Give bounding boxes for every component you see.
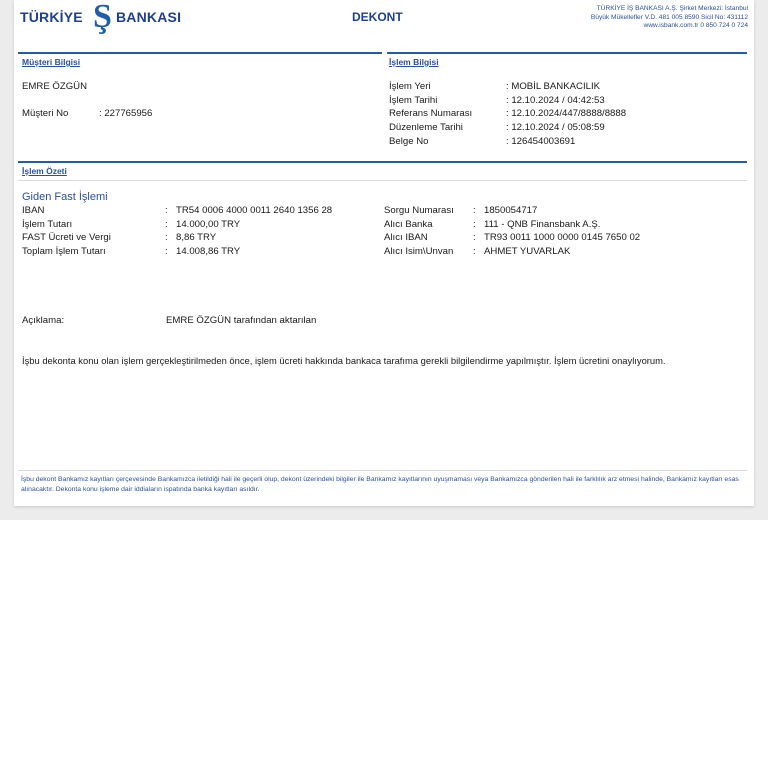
- bank-info: [591, 5, 748, 31]
- summary-value: 8,86 TRY: [176, 232, 217, 243]
- info-value: : 12.10.2024 / 05:08:59: [506, 122, 605, 133]
- summary-label: İşlem Tutarı: [22, 219, 73, 230]
- info-value: : 12.10.2024/447/8888/8888: [506, 108, 627, 119]
- customer-section-rule: [18, 52, 382, 54]
- summary-label: IBAN: [22, 205, 45, 216]
- customer-number-value: : 227765956: [99, 108, 153, 119]
- customer-name: EMRE ÖZGÜN: [22, 81, 88, 92]
- transaction-section-rule: [387, 52, 747, 54]
- info-value: : 126454003691: [506, 136, 576, 147]
- summary-value: 1850054717: [484, 205, 538, 216]
- document-title: DEKONT: [352, 10, 403, 24]
- description-value: EMRE ÖZGÜN tarafından aktarılan: [166, 315, 317, 326]
- summary-label: Alıcı Banka: [384, 219, 433, 230]
- summary-value: TR54 0006 4000 0011 2640 1356 28: [176, 205, 333, 216]
- info-label: Referans Numarası: [389, 108, 473, 119]
- summary-value: TR93 0011 1000 0000 0145 7650 02: [484, 232, 641, 243]
- summary-colon: :: [473, 246, 476, 257]
- description-label: Açıklama:: [22, 315, 65, 326]
- bank-info-line: Büyük Mükellefler V.D. 481 005 8590 Sicil No: 431112: [590, 13, 748, 21]
- logo-text-right: BANKASI: [116, 9, 182, 25]
- summary-colon: :: [165, 246, 168, 257]
- summary-section-rule: [18, 161, 747, 163]
- customer-section-title: Müşteri Bilgisi: [22, 57, 81, 67]
- legal-footer: İşbu dekont Bankamız kayıtları çerçevesinde Bankamızca iletildiği hali ile geçerli olup, dekont üzerindeki bilgiler ile Bankamız kayıtlarının uyuşmaması veya Bankamızca gönderilen hali ile farklılık arz etmesi halinde, Bankamız kayıtları esas alınacaktır. Dekonta konu işleme dair iddiaların ispatında banka kayıtları asıldır.: [21, 476, 739, 493]
- logo-text-left: TÜRKİYE: [20, 9, 83, 25]
- info-label: İşlem Yeri: [389, 81, 431, 92]
- summary-label: Alıcı IBAN: [384, 232, 428, 243]
- footer-divider: [18, 470, 747, 471]
- summary-divider: [18, 180, 747, 181]
- summary-label: Alıcı Isim\Unvan: [384, 246, 454, 257]
- info-label: Belge No: [389, 136, 429, 147]
- summary-label: Toplam İşlem Tutarı: [22, 246, 106, 257]
- info-value: : MOBİL BANKACILIK: [506, 81, 601, 92]
- info-label: İşlem Tarihi: [389, 95, 438, 106]
- summary-value: AHMET YUVARLAK: [484, 246, 571, 257]
- summary-colon: :: [165, 232, 168, 243]
- bank-logo-icon: Ş: [93, 0, 112, 35]
- info-value: : 12.10.2024 / 04:42:53: [506, 95, 605, 106]
- summary-section-title: İşlem Özeti: [22, 166, 67, 176]
- summary-value: 111 - QNB Finansbank A.Ş.: [484, 219, 601, 230]
- info-label: Düzenleme Tarihi: [389, 122, 463, 133]
- summary-colon: :: [165, 205, 168, 216]
- summary-colon: :: [473, 219, 476, 230]
- blank-area: [0, 520, 768, 768]
- summary-value: 14.008,86 TRY: [176, 246, 241, 257]
- customer-number-label: Müşteri No: [22, 108, 69, 119]
- summary-label: Sorgu Numarası: [384, 205, 454, 216]
- consent-text: İşbu dekonta konu olan işlem gerçekleştirilmeden önce, işlem ücreti hakkında bankaca tarafıma gerekli bilgilendirme yapılmıştır. İşlem ücretini onaylıyorum.: [22, 355, 666, 366]
- summary-colon: :: [473, 232, 476, 243]
- transaction-section-title: İşlem Bilgisi: [389, 57, 439, 67]
- bank-info-line: TÜRKİYE İŞ BANKASI A.Ş. Şirket Merkezi: İstanbul: [596, 5, 748, 12]
- summary-label: FAST Ücreti ve Vergi: [22, 232, 111, 243]
- summary-value: 14.000,00 TRY: [176, 219, 241, 230]
- bank-info-line: www.isbank.com.tr 0 850 724 0 724: [643, 22, 748, 30]
- summary-colon: :: [165, 219, 168, 230]
- receipt-page: [14, 0, 754, 506]
- summary-subtitle: Giden Fast İşlemi: [22, 191, 108, 203]
- summary-colon: :: [473, 205, 476, 216]
